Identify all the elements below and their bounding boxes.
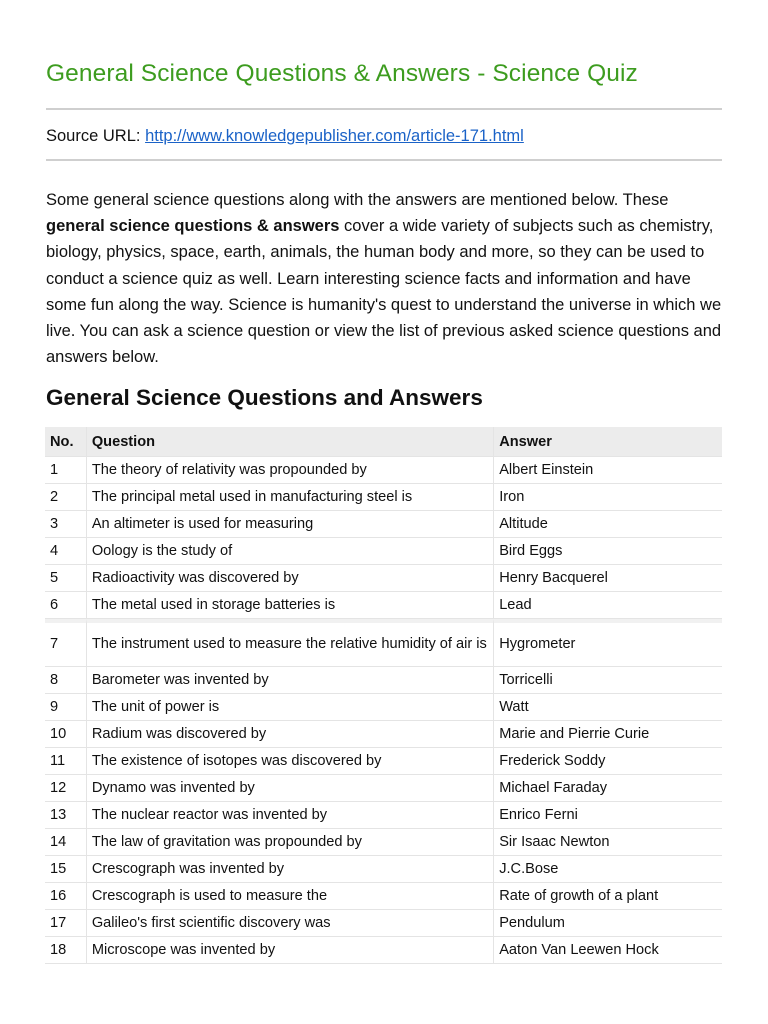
cell-answer: Altitude: [494, 511, 722, 538]
table-row: [45, 592, 722, 619]
intro-bold-phrase: general science questions & answers: [46, 217, 340, 236]
cell-question: Oology is the study of: [87, 538, 494, 565]
table-header-row: [45, 427, 722, 457]
cell-no: 10: [45, 721, 87, 748]
table-row: [45, 667, 722, 694]
cell-question: The unit of power is: [87, 694, 494, 721]
section-heading: General Science Questions and Answers: [46, 385, 483, 410]
cell-question: Microscope was invented by: [87, 937, 494, 964]
header-answer: Answer: [494, 427, 722, 457]
table-row: [45, 457, 722, 484]
cell-answer: Albert Einstein: [494, 457, 722, 484]
cell-question: Crescograph is used to measure the: [87, 883, 494, 910]
source-label: Source URL:: [46, 127, 141, 145]
cell-no: 13: [45, 802, 87, 829]
cell-answer: Lead: [494, 592, 722, 619]
cell-question: Radioactivity was discovered by: [87, 565, 494, 592]
table-row: [45, 883, 722, 910]
cell-no: 4: [45, 538, 87, 565]
cell-question: The instrument used to measure the relative humidity of air is: [87, 619, 494, 667]
cell-answer: Bird Eggs: [494, 538, 722, 565]
cell-answer: J.C.Bose: [494, 856, 722, 883]
cell-question: The metal used in storage batteries is: [87, 592, 494, 619]
table-row: [45, 511, 722, 538]
cell-question: The existence of isotopes was discovered by: [87, 748, 494, 775]
cell-no: 6: [45, 592, 87, 619]
table-row: [45, 565, 722, 592]
cell-answer: Enrico Ferni: [494, 802, 722, 829]
header-no: No.: [45, 427, 87, 457]
cell-no: 2: [45, 484, 87, 511]
cell-question: The nuclear reactor was invented by: [87, 802, 494, 829]
cell-no: 11: [45, 748, 87, 775]
cell-question: The theory of relativity was propounded by: [87, 457, 494, 484]
intro-paragraph: [46, 187, 726, 370]
cell-answer: Frederick Soddy: [494, 748, 722, 775]
cell-question: Galileo's first scientific discovery was: [87, 910, 494, 937]
cell-answer: Sir Isaac Newton: [494, 829, 722, 856]
table-row: [45, 856, 722, 883]
cell-answer: Watt: [494, 694, 722, 721]
table-row: [45, 802, 722, 829]
table-row: [45, 937, 722, 964]
source-link[interactable]: http://www.knowledgepublisher.com/article-171.html: [145, 127, 524, 145]
table-row: [45, 619, 722, 667]
header-question: Question: [87, 427, 494, 457]
cell-no: 1: [45, 457, 87, 484]
cell-question: Dynamo was invented by: [87, 775, 494, 802]
table-row: [45, 829, 722, 856]
cell-no: 14: [45, 829, 87, 856]
cell-question: The law of gravitation was propounded by: [87, 829, 494, 856]
cell-no: 9: [45, 694, 87, 721]
cell-no: 3: [45, 511, 87, 538]
cell-no: 15: [45, 856, 87, 883]
table-row: [45, 484, 722, 511]
cell-question: An altimeter is used for measuring: [87, 511, 494, 538]
source-line: [46, 127, 524, 146]
qa-table: [45, 427, 722, 964]
cell-answer: Torricelli: [494, 667, 722, 694]
cell-answer: Michael Faraday: [494, 775, 722, 802]
page-title: General Science Questions & Answers - Science Quiz: [46, 60, 638, 87]
title-divider: [46, 108, 722, 110]
cell-question: The principal metal used in manufacturing steel is: [87, 484, 494, 511]
table-row: [45, 775, 722, 802]
cell-question: Barometer was invented by: [87, 667, 494, 694]
cell-answer: Iron: [494, 484, 722, 511]
cell-no: 12: [45, 775, 87, 802]
cell-answer: Rate of growth of a plant: [494, 883, 722, 910]
cell-answer: Hygrometer: [494, 619, 722, 667]
table-row: [45, 910, 722, 937]
table-row: [45, 694, 722, 721]
cell-no: 7: [45, 619, 87, 667]
cell-no: 5: [45, 565, 87, 592]
cell-no: 8: [45, 667, 87, 694]
table-row: [45, 748, 722, 775]
table-body: [45, 457, 722, 964]
cell-question: Radium was discovered by: [87, 721, 494, 748]
cell-no: 17: [45, 910, 87, 937]
source-divider: [46, 159, 722, 161]
cell-no: 16: [45, 883, 87, 910]
cell-answer: Marie and Pierrie Curie: [494, 721, 722, 748]
table-row: [45, 721, 722, 748]
cell-question: Crescograph was invented by: [87, 856, 494, 883]
intro-text-end: cover a wide variety of subjects such as chemistry, biology, physics, space, earth, animals, the human body and more, so they can be used to conduct a science quiz as well. Learn interesting science facts and information and have some fun along the way. Science is humanity's quest to understand the universe in which we live. You can ask a science question or view the list of previous asked science questions and answers below.: [46, 217, 722, 367]
cell-no: 18: [45, 937, 87, 964]
cell-answer: Henry Bacquerel: [494, 565, 722, 592]
cell-answer: Pendulum: [494, 910, 722, 937]
intro-text-start: Some general science questions along with the answers are mentioned below. These: [46, 191, 669, 209]
table-row: [45, 538, 722, 565]
cell-answer: Aaton Van Leewen Hock: [494, 937, 722, 964]
